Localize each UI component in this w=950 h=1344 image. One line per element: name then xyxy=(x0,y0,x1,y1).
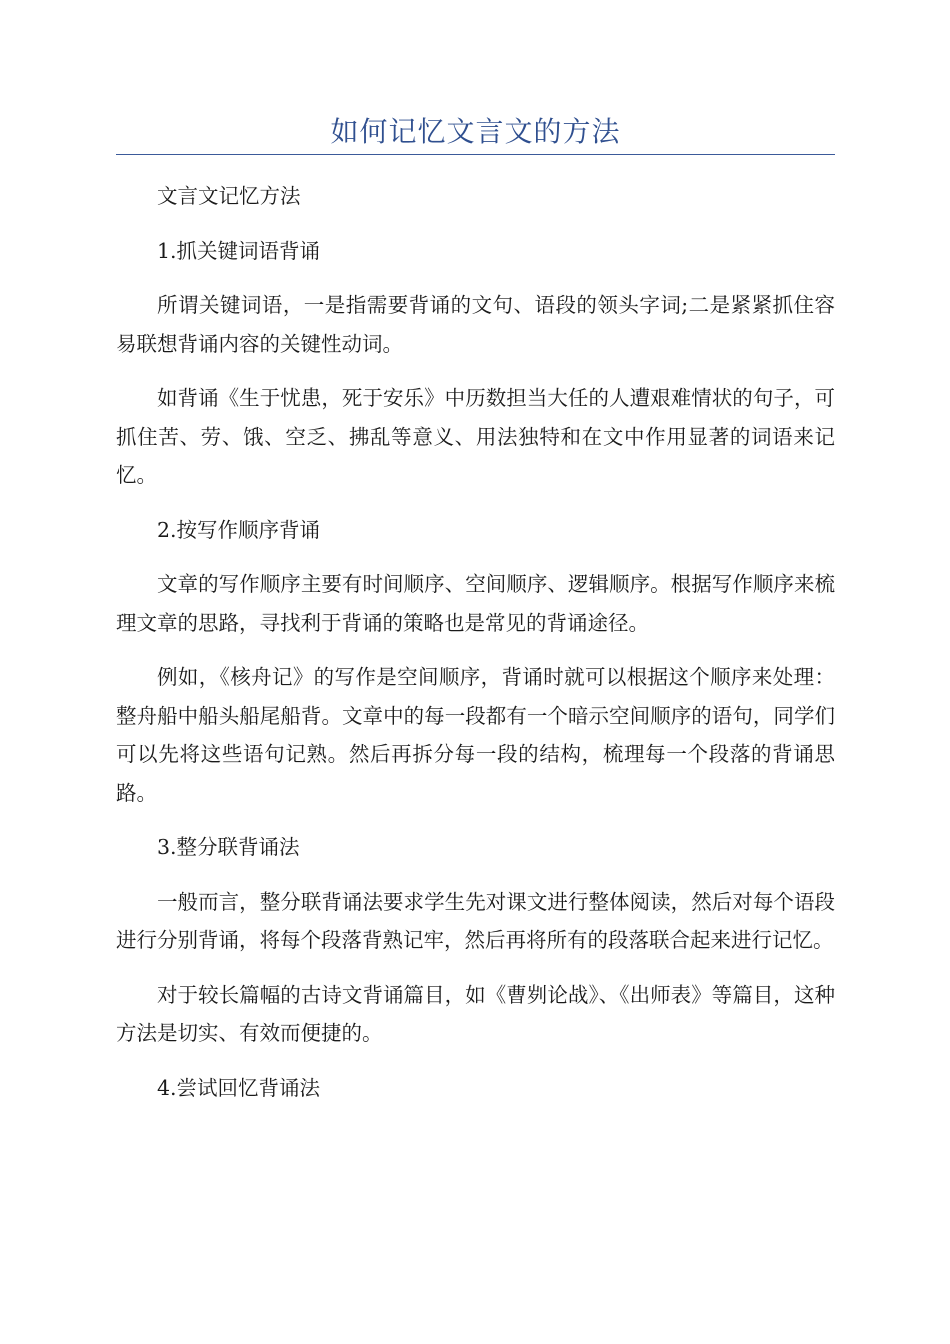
section-heading-3: 3.整分联背诵法 xyxy=(157,835,300,859)
document-body xyxy=(116,177,835,1107)
section-heading-2: 2.按写作顺序背诵 xyxy=(157,517,321,542)
body-paragraph: 文章的写作顺序主要有时间顺序、空间顺序、逻辑顺序。根据写作顺序来梳理文章的思路，寻找利于背诵的策略也是常见的背诵途径。 xyxy=(116,572,835,635)
document-page xyxy=(116,112,835,1123)
body-paragraph: 例如，《核舟记》的写作是空间顺序，背诵时就可以根据这个顺序来处理：整舟船中船头船尾船背。文章中的每一段都有一个暗示空间顺序的语句，同学们可以先将这些语句记熟。然后再拆分每一段的结构，梳理每一个段落的背诵思路。 xyxy=(116,665,835,805)
body-paragraph: 对于较长篇幅的古诗文背诵篇目，如《曹刿论战》、《出师表》等篇目，这种方法是切实、有效而便捷的。 xyxy=(116,982,835,1045)
section-heading-1: 1.抓关键词语背诵 xyxy=(157,238,321,263)
document-title: 如何记忆文言文的方法 xyxy=(330,115,621,148)
section-heading-4: 4.尝试回忆背诵法 xyxy=(157,1075,321,1100)
body-paragraph: 所谓关键词语，一是指需要背诵的文句、语段的领头字词;二是紧紧抓住容易联想背诵内容的关键性动词。 xyxy=(116,293,835,356)
intro-paragraph: 文言文记忆方法 xyxy=(157,184,301,208)
body-paragraph: 如背诵《生于忧患，死于安乐》中历数担当大任的人遭艰难情状的句子，可抓住苦、劳、饿、空乏、拂乱等意义、用法独特和在文中作用显著的词语来记忆。 xyxy=(116,386,835,487)
title-underline xyxy=(116,154,835,155)
body-paragraph: 一般而言，整分联背诵法要求学生先对课文进行整体阅读，然后对每个语段进行分别背诵，将每个段落背熟记牢，然后再将所有的段落联合起来进行记忆。 xyxy=(116,889,835,952)
